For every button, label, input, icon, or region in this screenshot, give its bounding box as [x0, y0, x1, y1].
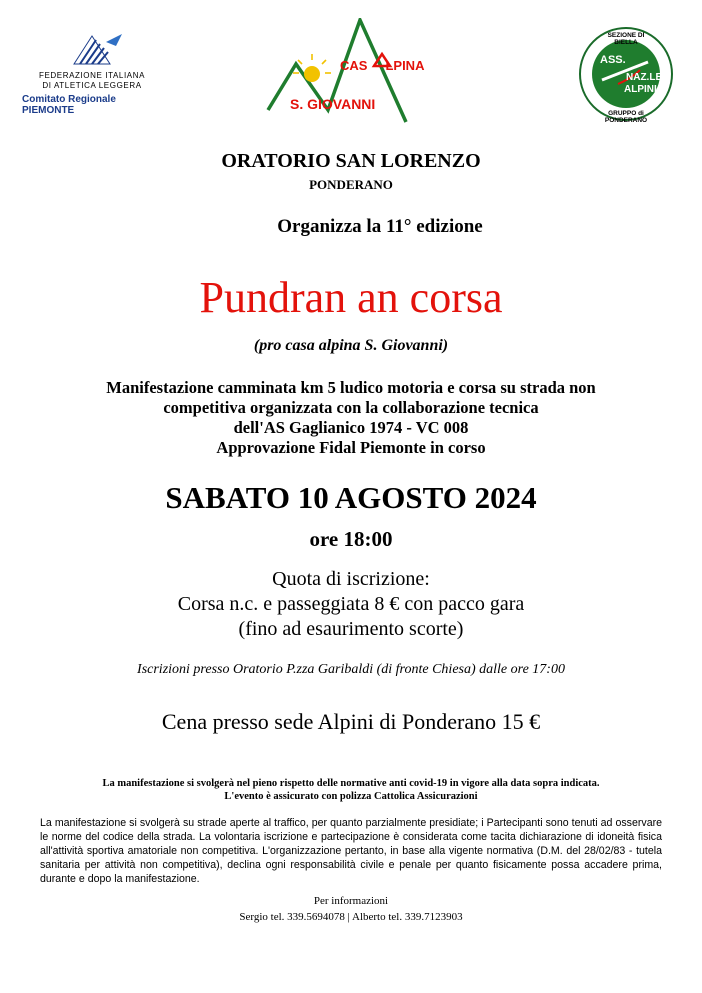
- casa-subtitle: S. GIOVANNI: [290, 96, 376, 112]
- fee-line: Corsa n.c. e passeggiata 8 € con pacco gara: [177, 593, 525, 615]
- ana-line3: ALPINI: [624, 84, 657, 95]
- disclaimer-text: La manifestazione si svolgerà su strade aperte al traffico, per quanto parzialmente presidiate; i Partecipanti sono tenuti ad osservare le norme del codice della strada. La volontaria iscrizione e partecipazione è considerata come tacita dichiarazione di idoneità fisica all'attività sportiva amatoriale non competitiva. L'organizzazione pertanto, in base alla vigente normativa (D.M. del 28/02/83 - tutela sanitaria per attività non competitiva), declina ogni responsabilità civile e penale per quanto fisicamente possa accadere prima, durante e dopo la manifestazione.: [40, 817, 662, 885]
- casa-name-part2: LPINA: [385, 58, 425, 73]
- event-date: SABATO 10 AGOSTO 2024: [165, 480, 537, 515]
- fidal-name-line2: DI ATLETICA LEGGERA: [42, 81, 142, 90]
- event-subtitle: (pro casa alpina S. Giovanni): [253, 337, 449, 354]
- contact-phones: Sergio tel. 339.5694078 | Alberto tel. 339.7123903: [239, 911, 463, 923]
- event-time: ore 18:00: [309, 527, 393, 551]
- dinner-info: Cena presso sede Alpini di Ponderano 15 €: [161, 709, 541, 734]
- contact-block: [0, 893, 702, 925]
- fidal-region: Comitato Regionale PIEMONTE: [22, 94, 116, 116]
- insurance-line: L'evento è assicurato con polizza Cattolica Assicurazioni: [224, 791, 478, 802]
- description-line: Approvazione Fidal Piemonte in corso: [216, 438, 486, 457]
- registration-info: Iscrizioni presso Oratorio P.zza Garibaldi (di fronte Chiesa) dalle ore 17:00: [137, 662, 565, 677]
- fidal-logo: [22, 30, 162, 116]
- casa-alpina-logo: [262, 18, 448, 126]
- town-name: PONDERANO: [309, 177, 393, 192]
- fee-line: (fino ad esaurimento scorte): [238, 618, 464, 640]
- info-title: Per informazioni: [313, 895, 389, 907]
- edition-line: Organizza la 11° edizione: [277, 216, 483, 237]
- description-line: competitiva organizzata con la collaborazione tecnica: [163, 398, 539, 417]
- ana-line2: NAZ.LE: [626, 72, 663, 83]
- fidal-emblem-icon: [22, 30, 162, 66]
- description-line: dell'AS Gaglianico 1974 - VC 008: [233, 418, 469, 437]
- fee-line: Quota di iscrizione:: [272, 568, 430, 590]
- ana-line1: ASS.: [600, 54, 626, 66]
- covid-line: La manifestazione si svolgerà nel pieno rispetto delle normative anti covid-19 in vigore alla data sopra indicata.: [102, 778, 600, 789]
- event-name: Pundran an corsa: [199, 273, 503, 322]
- ana-alpini-logo: [578, 26, 674, 122]
- ana-bottom-text: GRUPPO di PONDERANO: [604, 110, 648, 124]
- fidal-name-line1: FEDERAZIONE ITALIANA: [38, 71, 146, 80]
- covid-notice: [0, 777, 702, 803]
- description-line: Manifestazione camminata km 5 ludico motoria e corsa su strada non: [106, 378, 596, 397]
- casa-name-part1: CAS: [340, 58, 368, 73]
- organizer-title: ORATORIO SAN LORENZO: [221, 150, 481, 172]
- event-description: [0, 378, 702, 458]
- fee-block: [0, 567, 702, 642]
- ana-top-text: SEZIONE DI BIELLA: [607, 32, 645, 46]
